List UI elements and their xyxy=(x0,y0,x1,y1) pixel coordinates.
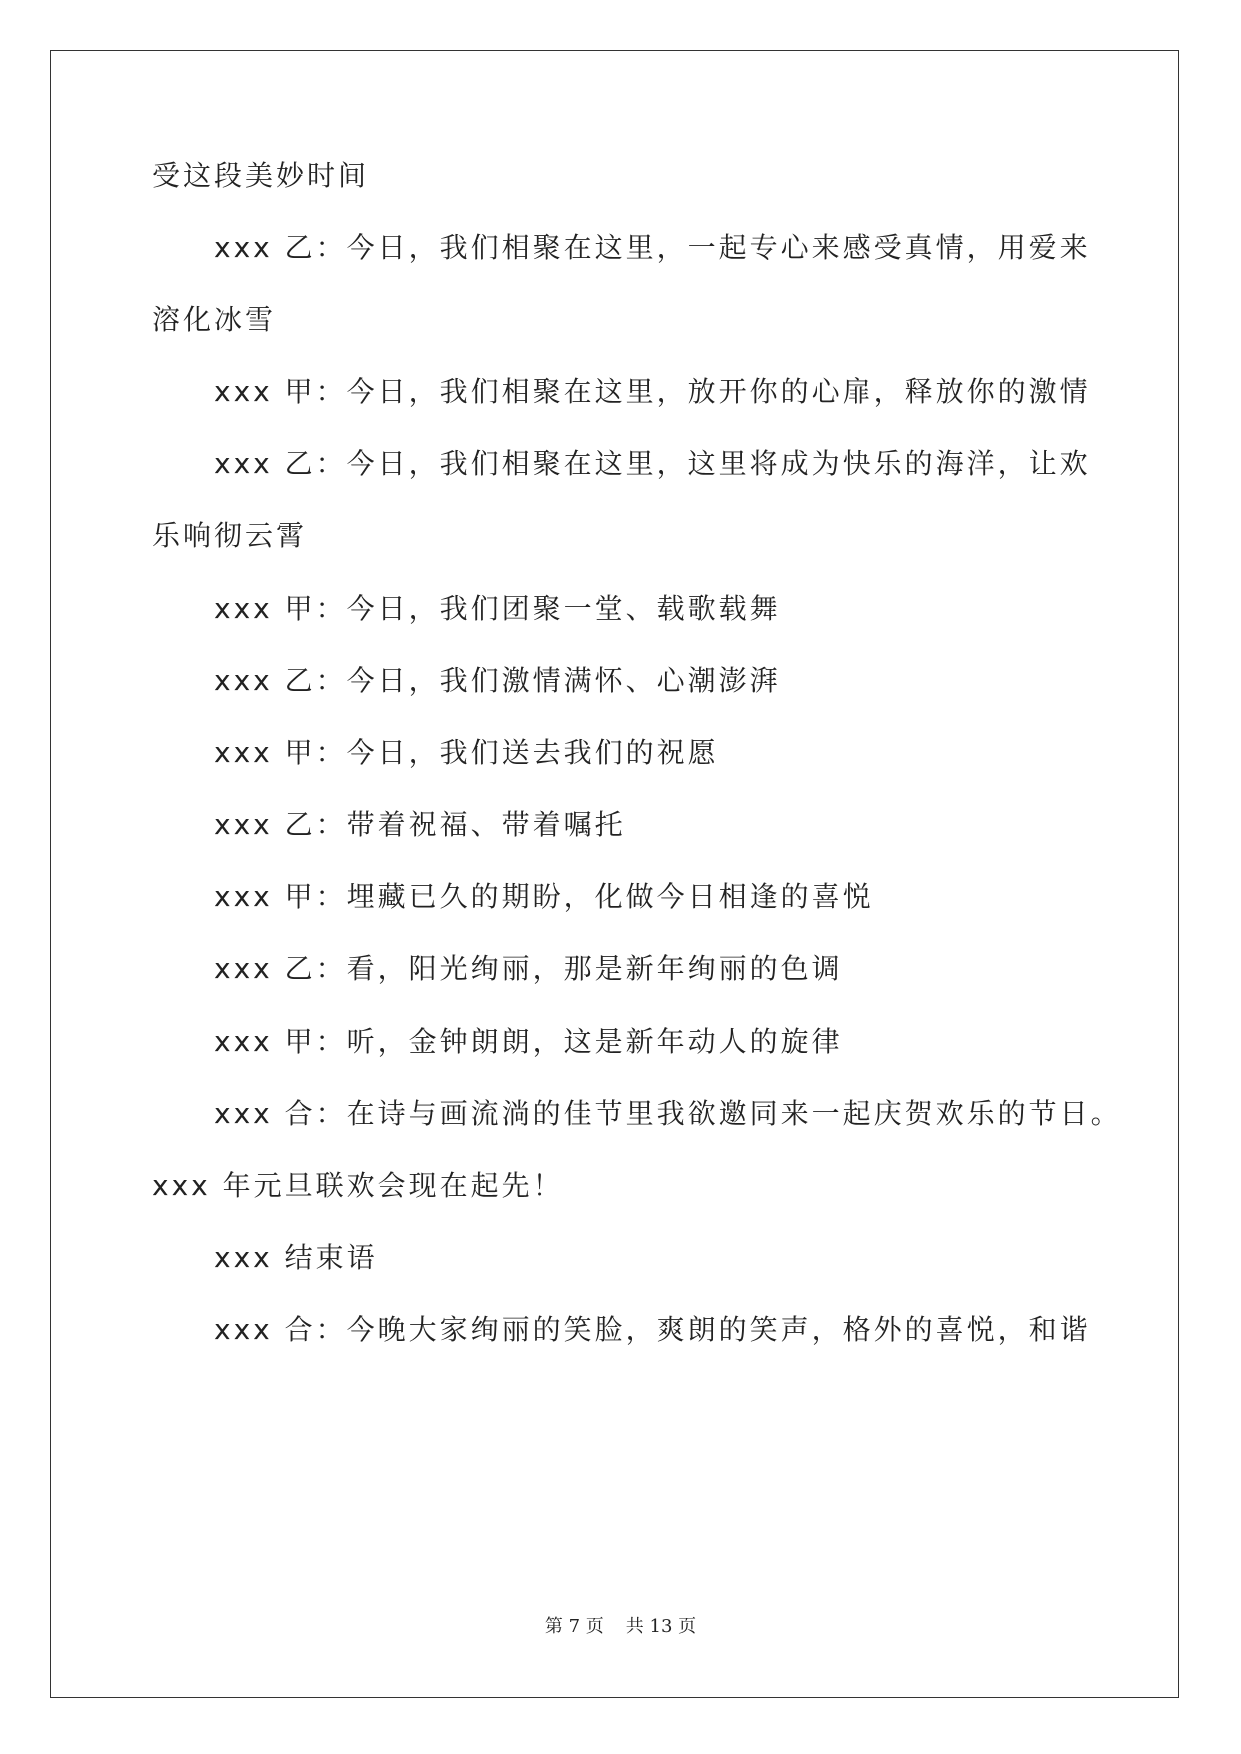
text-line: xxx 乙：带着祝福、带着嘱托 xyxy=(214,808,626,841)
page-footer xyxy=(0,1612,1241,1638)
text-line: xxx 年元旦联欢会现在起先！ xyxy=(152,1169,564,1202)
text-line: xxx 甲：今日，我们送去我们的祝愿 xyxy=(214,736,719,769)
page-number: 第 7 页 xyxy=(544,1616,604,1637)
text-line: xxx 乙：今日，我们相聚在这里，这里将成为快乐的海洋，让欢 xyxy=(214,447,1091,480)
page-total: 共 13 页 xyxy=(625,1616,697,1637)
text-line: xxx 甲：今日，我们相聚在这里，放开你的心扉，释放你的激情 xyxy=(214,375,1091,408)
text-line: xxx 甲：埋藏已久的期盼，化做今日相逢的喜悦 xyxy=(214,880,874,913)
text-line: 溶化冰雪 xyxy=(152,303,277,336)
text-line: xxx 乙：今日，我们相聚在这里，一起专心来感受真情，用爱来 xyxy=(214,231,1091,264)
text-line: xxx 合：在诗与画流淌的佳节里我欲邀同来一起庆贺欢乐的节日。 xyxy=(214,1097,1122,1130)
text-line: 受这段美妙时间 xyxy=(152,159,370,192)
section-heading: xxx 结束语 xyxy=(214,1241,378,1274)
text-line: 乐响彻云霄 xyxy=(152,519,308,552)
text-line: xxx 合：今晚大家绚丽的笑脸，爽朗的笑声，格外的喜悦，和谐 xyxy=(214,1313,1091,1346)
text-line: xxx 甲：听，金钟朗朗，这是新年动人的旋律 xyxy=(214,1025,843,1058)
text-line: xxx 甲：今日，我们团聚一堂、载歌载舞 xyxy=(214,592,781,625)
text-line: xxx 乙：今日，我们激情满怀、心潮澎湃 xyxy=(214,664,781,697)
text-line: xxx 乙：看，阳光绚丽，那是新年绚丽的色调 xyxy=(214,952,843,985)
